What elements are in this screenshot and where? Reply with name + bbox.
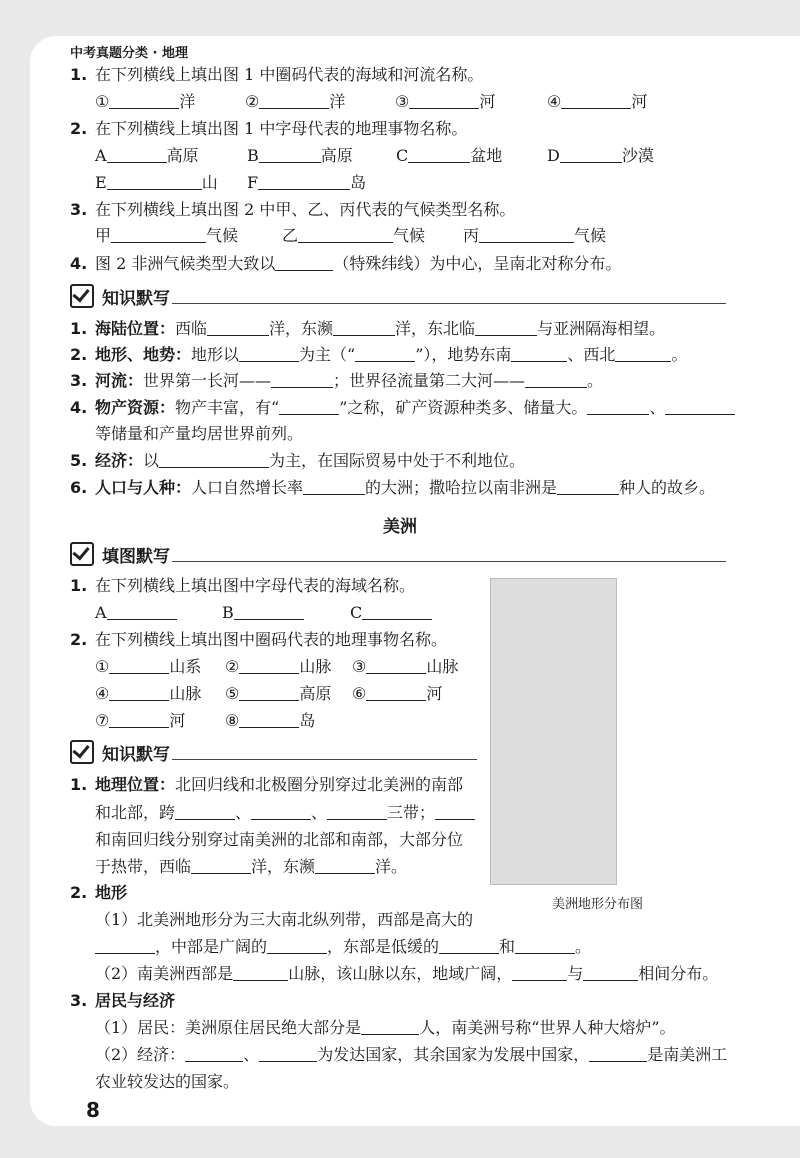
answer-blank[interactable] [587,396,649,415]
answer-blank[interactable] [298,224,393,243]
answer-blank[interactable] [239,343,299,362]
knowledge-item-cont: 等储量和产量均居世界前列。 [95,424,304,443]
section-knowledge-2: 知识默写 [70,738,170,766]
answer-blank[interactable] [109,655,169,674]
answer-blank[interactable] [259,144,321,163]
check-icon [70,284,94,308]
knowledge-item-cont: ，中部是广阔的 ，东部是低缓的 和 。 [0,934,800,960]
answer-row: ④ 山脉 ⑤ 高原 ⑥ 河 [95,684,443,703]
answer-blank[interactable] [362,601,432,620]
answer-blank[interactable] [239,655,299,674]
section-knowledge-1: 知识默写 [70,282,170,310]
answer-blank[interactable] [109,682,169,701]
answer-blank[interactable] [408,144,470,163]
answer-blank[interactable] [109,709,169,728]
divider [172,759,477,760]
knowledge-item-cont: 和北部，跨 、 、 三带； [0,800,800,826]
answer-blank[interactable] [279,396,339,415]
knowledge-item: 1. 地理位置：北回归线和北极圈分别穿过北美洲的南部 [70,775,464,794]
answer-blank[interactable] [439,935,499,954]
answer-blank[interactable] [557,476,619,495]
divider [172,561,726,562]
answer-blank[interactable] [511,343,567,362]
knowledge-item: 3. 河流：世界第一长河—— ；世界径流量第二大河—— 。 [70,371,604,390]
answer-blank[interactable] [259,90,329,109]
page-number: 8 [86,1098,100,1122]
answer-blank[interactable] [361,1016,419,1035]
answer-row: A B C [0,600,800,626]
answer-blank[interactable] [435,801,475,820]
answer-blank[interactable] [275,252,333,271]
knowledge-item-cont: 于热带，西临 洋，东濒 洋。 [95,857,408,876]
answer-blank[interactable] [327,801,387,820]
knowledge-item: 3. 居民与经济 [70,991,176,1010]
answer-blank[interactable] [234,601,304,620]
answer-blank[interactable] [525,369,587,388]
answer-row: A 高原 B 高原 C 盆地 D 沙漠 [95,146,654,165]
answer-blank[interactable] [355,343,415,362]
answer-blank[interactable] [515,935,575,954]
answer-blank[interactable] [175,801,235,820]
question-1: 1. 在下列横线上填出图中字母代表的海域名称。 [70,576,416,595]
answer-blank[interactable] [259,1043,317,1062]
answer-row: E 山 F 岛 [95,173,367,192]
answer-blank[interactable] [665,396,735,415]
answer-blank[interactable] [239,709,299,728]
question-1: 1. 在下列横线上填出图 1 中圈码代表的海域和河流名称。 [70,65,484,84]
answer-blank[interactable] [475,317,537,336]
answer-blank[interactable] [303,476,365,495]
answer-blank[interactable] [512,962,567,981]
answer-row: ① 洋 ② 洋 ③ 河 ④ 河 [95,92,648,111]
divider [172,303,726,304]
knowledge-item-cont: （1）北美洲地形分为三大南北纵列带，西部是高大的 [95,910,474,929]
knowledge-item-cont: （2）经济： 、 为发达国家，其余国家为发展中国家， 是南美洲工 [95,1045,728,1064]
answer-blank[interactable] [479,224,574,243]
answer-blank[interactable] [207,317,269,336]
knowledge-item-cont: （2）南美洲西部是 山脉，该山脉以东，地域广阔， 与 相间分布。 [95,964,719,983]
map-caption: 美洲地形分布图 [552,897,644,912]
answer-blank[interactable] [109,90,179,109]
knowledge-item: 5. 经济：以 为主，在国际贸易中处于不利地位。 [70,451,526,470]
knowledge-item: 4. 物产资源：物产丰富，有“ ”之称，矿产资源种类多、储量大。 、 [0,395,800,421]
answer-blank[interactable] [95,935,155,954]
answer-row: ⑦ 河 ⑧ 岛 [95,711,316,730]
knowledge-item-cont: （1）居民：美洲原住居民绝大部分是 人，南美洲号称“世界人种大熔炉”。 [95,1018,676,1037]
question-4: 4. 图 2 非洲气候类型大致以 （特殊纬线）为中心，呈南北对称分布。 [70,254,622,273]
answer-blank[interactable] [107,144,167,163]
answer-blank[interactable] [583,962,638,981]
answer-blank[interactable] [366,682,426,701]
answer-blank[interactable] [267,935,327,954]
answer-blank[interactable] [258,171,350,190]
running-header: 中考真题分类 · 地理 [70,46,188,61]
answer-blank[interactable] [271,369,333,388]
section-title-americas: 美洲 [383,517,417,537]
answer-blank[interactable] [233,962,288,981]
knowledge-item: 1. 海陆位置：西临 洋，东濒 洋，东北临 与亚洲隔海相望。 [70,319,666,338]
knowledge-item-cont: 和南回归线分别穿过南美洲的北部和南部，大部分位 [95,830,464,849]
answer-blank[interactable] [107,601,177,620]
question-3: 3. 在下列横线上填出图 2 中甲、乙、丙代表的气候类型名称。 [70,200,516,219]
answer-blank[interactable] [560,144,622,163]
answer-blank[interactable] [191,855,251,874]
answer-blank[interactable] [239,682,299,701]
answer-blank[interactable] [315,855,375,874]
answer-row: 甲 气候 乙 气候 丙 气候 [95,226,607,245]
answer-blank[interactable] [409,90,479,109]
answer-blank[interactable] [111,224,206,243]
knowledge-item-cont: 农业较发达的国家。 [95,1072,240,1091]
section-map-fill: 填图默写 [70,540,170,568]
answer-row: ① 山系 ② 山脉 ③ 山脉 [95,657,459,676]
answer-blank[interactable] [366,655,426,674]
answer-blank[interactable] [615,343,671,362]
answer-blank[interactable] [333,317,395,336]
question-2: 2. 在下列横线上填出图中圈码代表的地理事物名称。 [70,630,448,649]
answer-blank[interactable] [159,449,269,468]
check-icon [70,740,94,764]
knowledge-item: 6. 人口与人种：人口自然增长率 的大洲；撒哈拉以南非洲是 种人的故乡。 [70,478,716,497]
answer-blank[interactable] [589,1043,647,1062]
check-icon [70,542,94,566]
answer-blank[interactable] [561,90,631,109]
answer-blank[interactable] [251,801,311,820]
answer-blank[interactable] [107,171,202,190]
americas-map-placeholder [490,578,617,885]
knowledge-item: 2. 地形 [70,883,128,902]
question-2: 2. 在下列横线上填出图 1 中字母代表的地理事物名称。 [70,119,468,138]
knowledge-item: 2. 地形、地势：地形以 为主（“ ”），地势东南 、西北 。 [70,345,688,364]
answer-blank[interactable] [185,1043,243,1062]
